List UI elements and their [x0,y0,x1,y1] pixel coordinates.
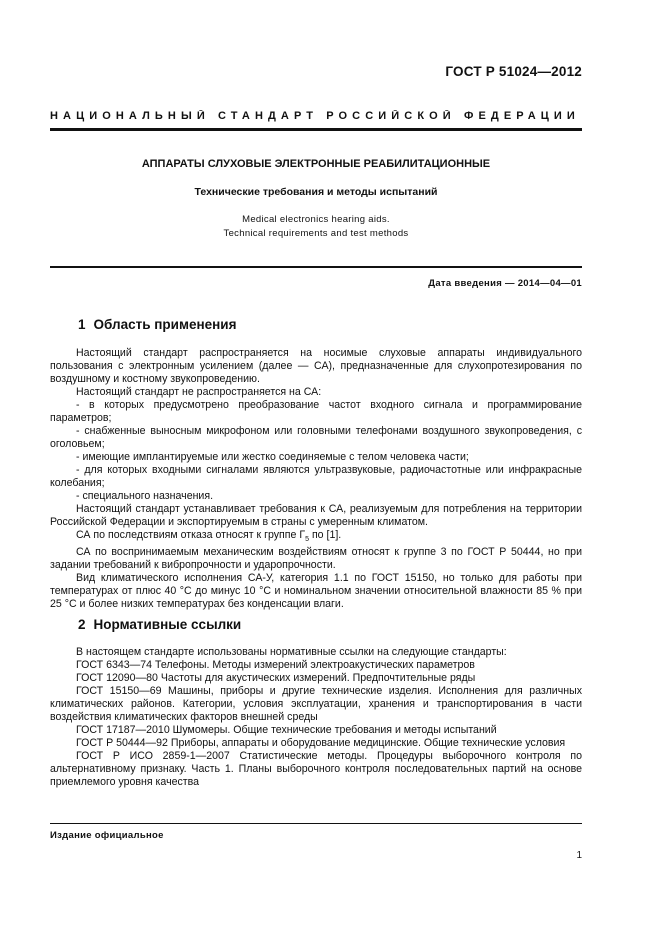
paragraph: Вид климатического исполнения СА-У, категория 1.1 по ГОСТ 15150, но только для работы при температурах от плюс 40 °С до минус 10 °С и номинальном значении относительной влажности 85 % при 25 °С и более низких температурах без конденсации влаги. [50,572,582,611]
section-2-title: Нормативные ссылки [93,617,242,632]
section-2-number: 2 [78,617,86,632]
paragraph: Настоящий стандарт не распространяется на СА: [76,386,322,398]
list-item: - имеющие имплантируемые или жестко соединяемые с телом человека части; [76,451,469,463]
section-1-number: 1 [78,317,86,332]
failure-group-tail: по [1]. [309,529,342,541]
doc-number: ГОСТ Р 51024—2012 [445,64,582,79]
footer-rule [50,823,582,824]
title-rule [50,266,582,268]
paragraph: Настоящий стандарт распространяется на носимые слуховые аппараты индивидуального пользования с электронным усилением (далее — СА), предназначенные для слухопротезирования по воздушному и костному звукопроведению. [50,347,582,385]
paragraph: СА по воспринимаемым механическим воздействиям относят к группе 3 по ГОСТ Р 50444, но при задании требований к вибропрочности и ударопрочности. [50,546,582,572]
english-title [50,213,582,241]
failure-group-subscript: 5 [305,536,309,544]
paragraph: Настоящий стандарт устанавливает требования к СА, реализуемым для потребления на территории Российской Федерации и экспортируемым в страны с умеренным климатом. [50,503,582,528]
list-item: - для которых входными сигналами являются ультразвуковые, радиочастотные или инфракрасные колебания; [50,464,582,489]
page-number: 1 [576,850,582,861]
failure-group-text: СА по последствиям отказа относят к группе Г [76,529,306,541]
reference-item: ГОСТ Р ИСО 2859-1—2007 Статистические методы. Процедуры выборочного контроля по альтернативному признаку. Часть 1. Планы выборочного контроля последовательных партий на основе приемлемого уровня качества [50,750,582,788]
reference-item: ГОСТ 15150—69 Машины, приборы и другие технические изделия. Исполнения для различных климатических районов. Категории, условия эксплуатации, хранения и транспортирования в части воздействия климатических факторов внешней среды [50,685,582,723]
document-title: АППАРАТЫ СЛУХОВЫЕ ЭЛЕКТРОННЫЕ РЕАБИЛИТАЦИОННЫЕ [141,158,491,170]
section-1-title: Область применения [93,317,237,332]
list-item: - снабженные выносным микрофоном или головными телефонами воздушного звукопроведения, с оголовьем; [50,425,582,450]
reference-item: ГОСТ 12090—80 Частоты для акустических измерений. Предпочтительные ряды [76,672,476,684]
national-standard-banner: НАЦИОНАЛЬНЫЙ СТАНДАРТ РОССИЙСКОЙ ФЕДЕРАЦИИ [50,110,580,122]
introduction-date: Дата введения — 2014—04—01 [428,278,582,289]
header-rule [50,128,582,131]
section-2-body [50,646,582,789]
section-2-heading [78,617,241,632]
official-edition-label: Издание официальное [50,830,164,841]
reference-item: ГОСТ Р 50444—92 Приборы, аппараты и оборудование медицинские. Общие технические условия [76,737,566,749]
reference-item: ГОСТ 6343—74 Телефоны. Методы измерений электроакустических параметров [76,659,475,671]
english-title-line2: Technical requirements and test methods [223,228,409,239]
reference-item: ГОСТ 17187—2010 Шумомеры. Общие технические требования и методы испытаний [76,724,497,736]
section-1-body [50,347,582,611]
paragraph: В настоящем стандарте использованы нормативные ссылки на следующие стандарты: [76,646,507,658]
failure-group-paragraph [50,529,582,546]
list-item: - в которых предусмотрено преобразование частот входного сигнала и программирование параметров; [50,399,582,424]
document-subtitle: Технические требования и методы испытаний [194,186,438,198]
english-title-line1: Medical electronics hearing aids. [242,214,390,225]
list-item: - специального назначения. [76,490,214,502]
section-1-heading [78,317,236,332]
